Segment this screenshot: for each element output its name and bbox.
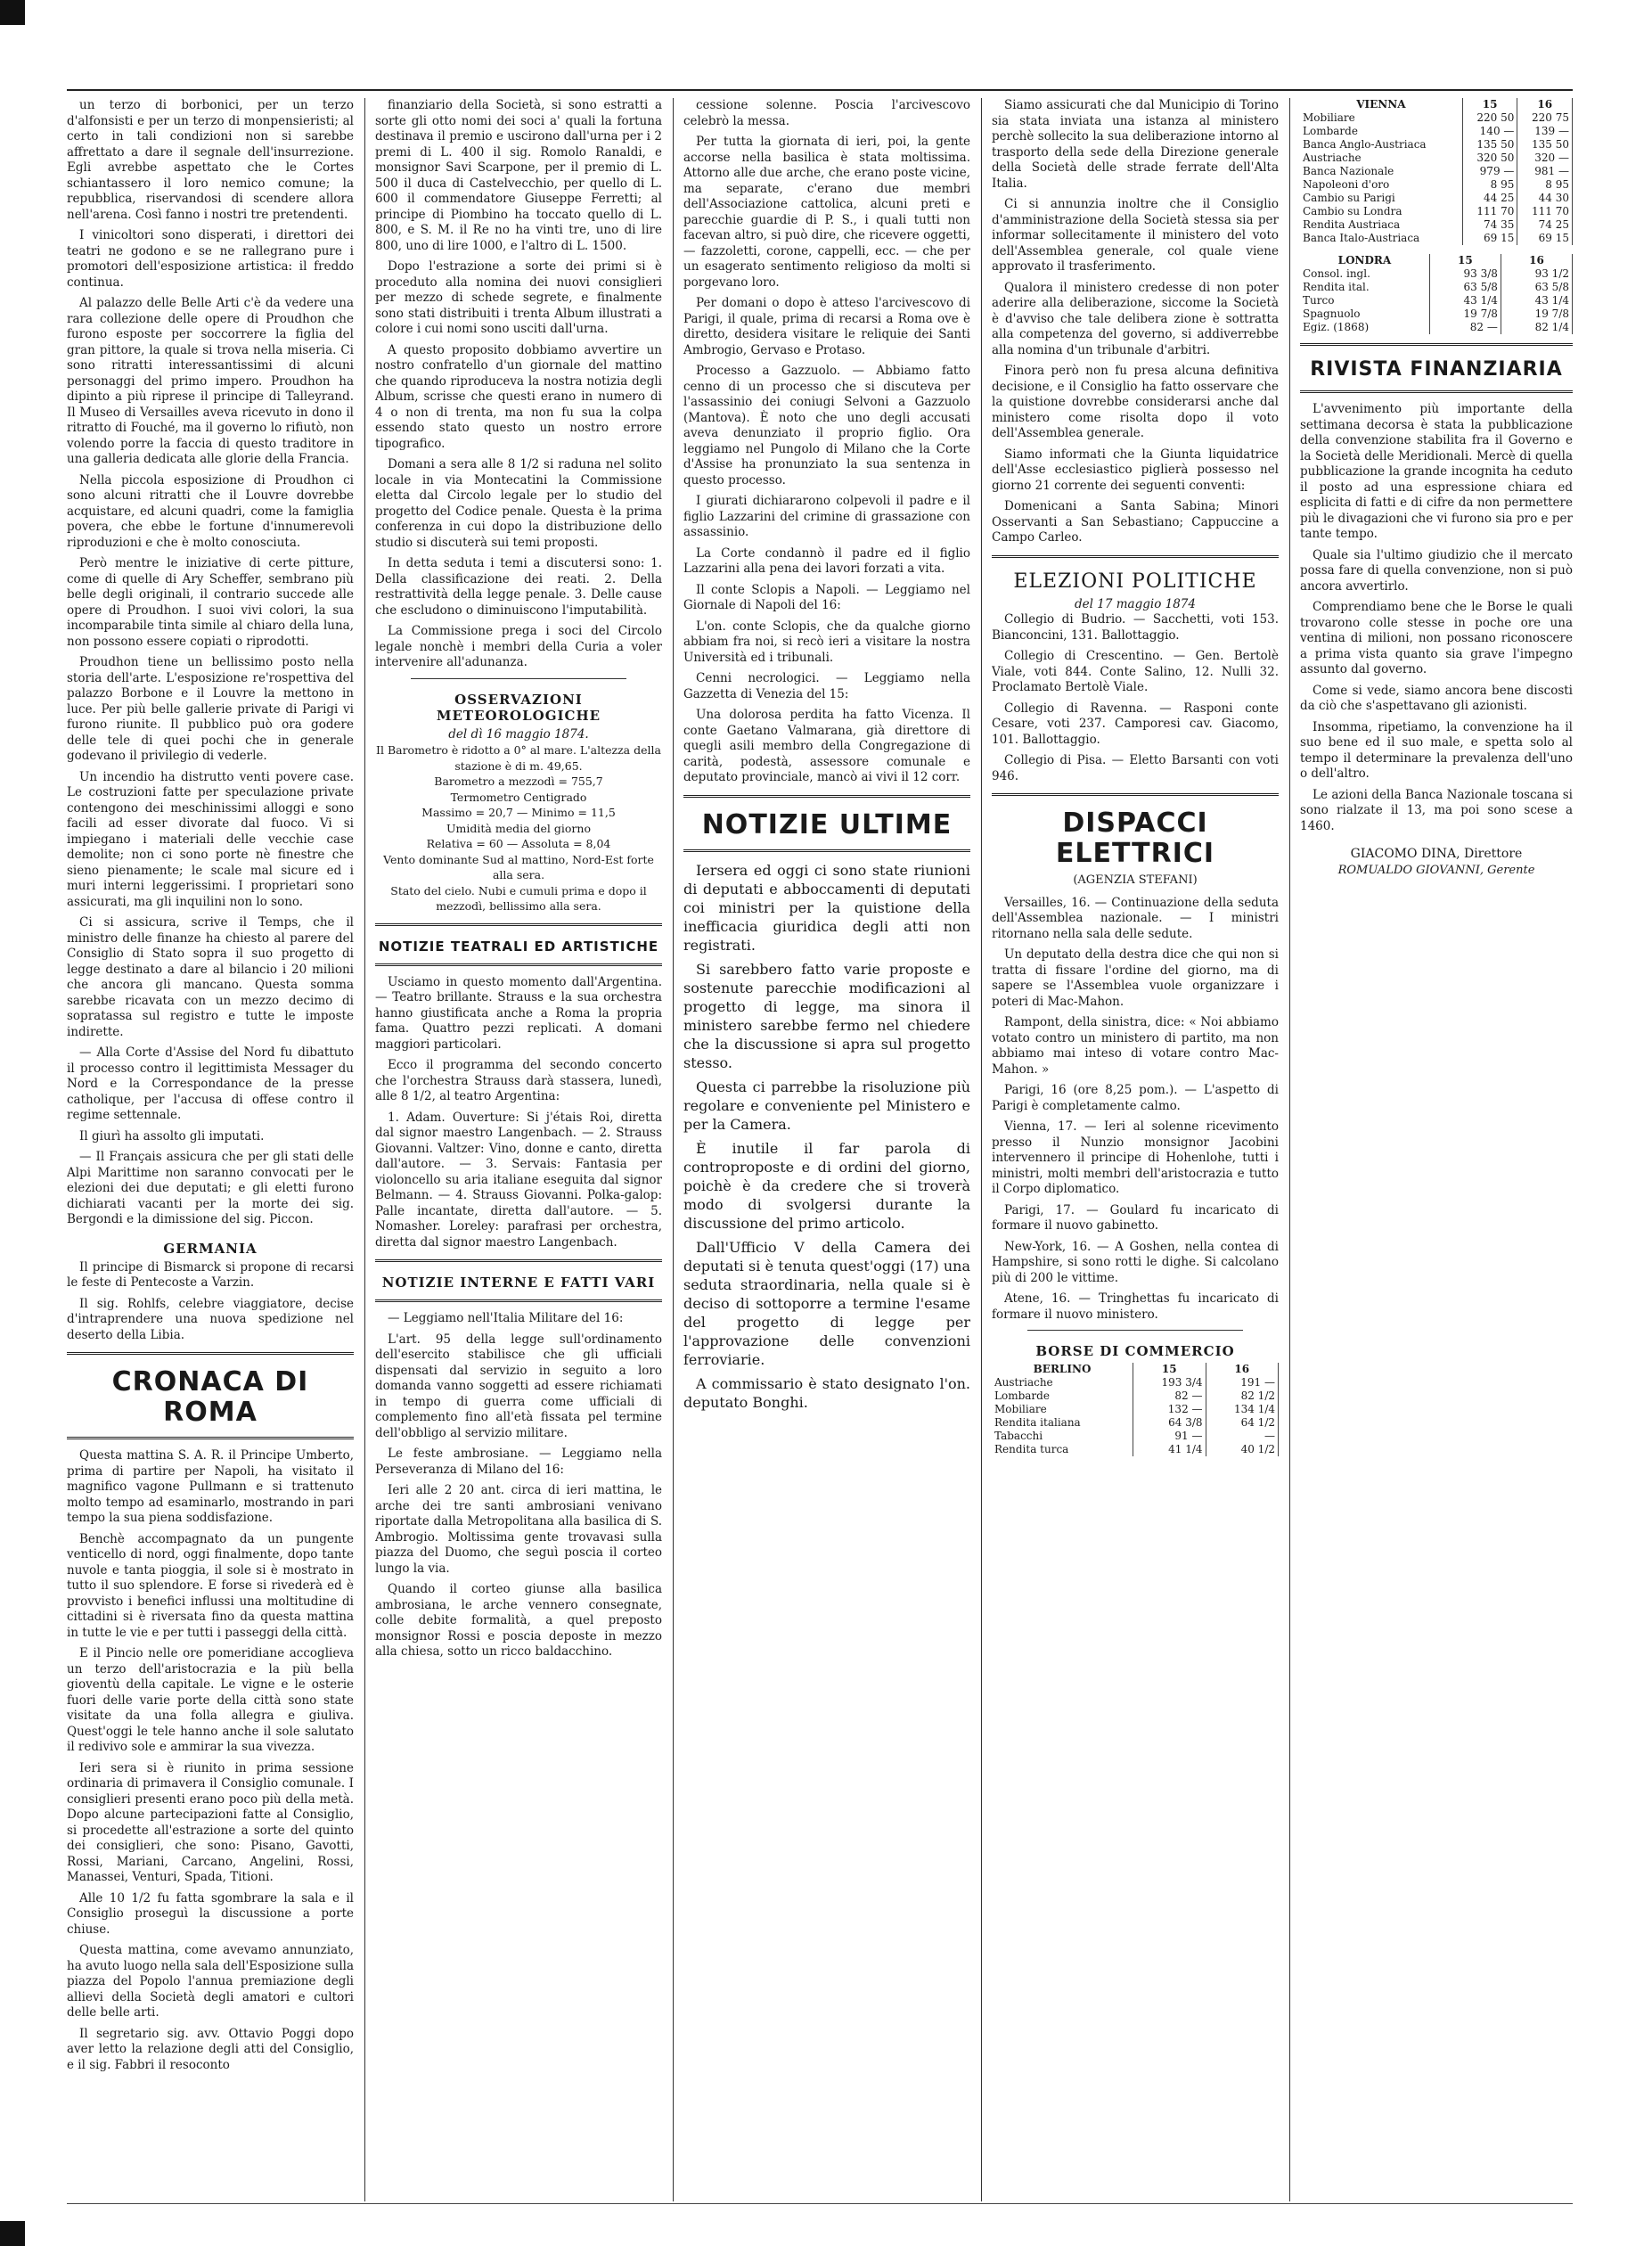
quote-cell: 320 50 [1462,152,1517,165]
quote-cell: 64 1/2 [1206,1416,1278,1430]
section-divider [1027,1330,1243,1331]
article-paragraph: Siamo informati che la Giunta liquidatrice dell'Asse ecclesiastico piglierà possesso nel giorno 21 corrente dei seguenti conventi: [992,447,1279,493]
security-name-cell: Banca Italo-Austriaca [1300,232,1462,245]
quote-cell: 981 — [1517,165,1573,178]
registration-mark-bottom-left [0,2221,25,2246]
meteo-lines [375,742,662,914]
article-paragraph: 1. Adam. Ouverture: Si j'étais Roi, diretta dal signor maestro Langenbach. — 2. Strauss Giovanni. Valtzer: Vino, donne e canto, diretta dall'autore. — 3. Servais: Fantasia per violoncello su aria italiane eseguita dal signor Belmann. — 4. Strauss Giovanni. Polka-galop: Palle incantate, diretta dall'autore. — 5. Nomasher. Loreley: parafrasi per orchestra, diretta dal signor maestro Langenbach. [375,1110,662,1250]
article-paragraph: Domenicani a Santa Sabina; Minori Osservanti a San Sebastiano; Cappuccine a Campo Carleo. [992,499,1279,545]
security-name-cell: Rendita italiana [992,1416,1133,1430]
quote-cell: 8 95 [1462,178,1517,192]
col3-paragraphs [683,98,970,786]
quote-cell: 43 1/4 [1501,294,1572,307]
security-name-cell: Consol. ingl. [1300,267,1429,281]
table-header-cell: 15 [1133,1363,1206,1376]
article-paragraph: Iersera ed oggi ci sono state riunioni di deputati e abboccamenti di deputati coi ministri per la quistione della inefficacia giuridica degli atti non registrati. [683,861,970,954]
column-2 [375,98,662,2201]
security-name-cell: Mobiliare [992,1403,1133,1416]
article-paragraph: Dall'Ufficio V della Camera dei deputati si è tenuta quest'oggi (17) una seduta straordinaria, nella quale si è deciso di sottoporre a termine l'esame del progetto di legge per l'approvazione delle convenzioni ferroviarie. [683,1238,970,1368]
table-row [1300,138,1573,152]
quote-cell: 220 50 [1462,111,1517,125]
section-divider [67,1352,354,1355]
article-paragraph: Processo a Gazzuolo. — Abbiamo fatto cenno di un processo che si discuteva per l'assassinio dei coniugi Selvoni a Gazzuolo (Mantova). È noto che uno degli accusati aveva denunziato il proprio figlio. Ora leggiamo nel Pungolo di Milano che la Corte d'Assise ha pronunziato la sua sentenza in questo processo. [683,364,970,488]
quote-cell: 43 1/4 [1429,294,1501,307]
article-paragraph: Quale sia l'ultimo giudizio che il mercato possa fare di quella convenzione, non si può ancora avvertirlo. [1300,547,1573,594]
quote-cell: 74 25 [1517,218,1573,232]
table-row [1300,294,1573,307]
security-name-cell: Mobiliare [1300,111,1462,125]
article-paragraph: Parigi, 17. — Goulard fu incaricato di formare il nuovo gabinetto. [992,1202,1279,1233]
quote-cell: 193 3/4 [1133,1376,1206,1389]
article-paragraph: Dopo l'estrazione a sorte dei primi si è proceduto alla nomina dei nuovi consiglieri per mezzo di schede segrete, e finalmente sono stati distribuiti i trenta Album illustrati a colore i cui nomi sono usciti dall'urna. [375,259,662,336]
quote-cell: 82 — [1429,321,1501,334]
article-paragraph: Al palazzo delle Belle Arti c'è da vedere una rara collezione delle opere di Proudhon che furono esposte per soccorrere la figlia del gran pittore, la quale si trova nella miseria. Ci sono ritratti interessantissimi di alcuni personaggi del primo impero. Proudhon ha dipinto a più riprese il principe di Talleyrand. Il Museo di Versailles aveva ricevuto in dono il ritratto di Fouché, ma il governo lo rifiutò, non volendo porre la faccia di questo traditore in una galleria dedicata alle glorie della Francia. [67,296,354,466]
article-paragraph: Umidità media del giorno [446,821,591,835]
article-paragraph: Insomma, ripetiamo, la convenzione ha il suo bene ed il suo male, e spetta solo al tempo il determinare la prevalenza dell'uno o dell'altro. [1300,719,1573,781]
article-paragraph: Però mentre le iniziative di certe pitture, come di quelle di Ary Scheffer, sembrano più belle degli originali, il contrario succede alle opere di Proudhon. I suoi vivi colori, la sua incomparabile tinta simile al chiaro della luna, non possono essere copiati o riprodotti. [67,556,354,649]
quote-cell: 135 50 [1517,138,1573,152]
quote-cell: 111 70 [1517,205,1573,218]
article-paragraph: un terzo di borbonici, per un terzo d'alfonsisti e per un terzo di monpensieristi; al certo in tali condizioni non si sarebbe affrettato a dare il segnale dell'insurrezione. Egli avrebbe aspettato che le Cortes schiantassero il loro nemico comune; la repubblica, riservandosi di scendere allora nell'arena. Così fanno i nostri tre pretendenti. [67,98,354,222]
quote-cell: 64 3/8 [1133,1416,1206,1430]
quote-cell: 93 3/8 [1429,267,1501,281]
quote-cell: — [1206,1430,1278,1443]
quote-cell: 44 25 [1462,192,1517,205]
article-paragraph: A questo proposito dobbiamo avvertire un nostro confratello d'un giornale del mattino che quando riproduceva la nostra notizia degli Album, scrisse che questi erano in numero di 4 o non di trenta, ma non fu sua la colpa essendo stato questo un nostro errore tipografico. [375,342,662,451]
article-paragraph: finanziario della Società, si sono estratti a sorte gli otto nomi dei soci a' quali la fortuna destinava il premio e uscirono dall'urna per i 2 premi di L. 400 il sig. Romolo Ranaldi, e monsignor Savi Scarpone, per il premio di L. 500 il duca di Castelvecchio, per quello di L. 600 il commendatore Giuseppe Ferretti; al principe di Piombino ha toccato quello di L. 800, e S. M. il Re no ha vinti tre, uno di lire 800, uno di lire 1000, e l'altro di L. 1500. [375,98,662,253]
quote-cell: 69 15 [1462,232,1517,245]
section-divider [683,795,970,798]
interne-paragraphs [375,1311,662,1660]
column-1 [67,98,354,2201]
table-header-row [992,1363,1279,1376]
table-header-cell: BERLINO [992,1363,1133,1376]
article-paragraph: cessione solenne. Poscia l'arcivescovo celebrò la messa. [683,98,970,128]
column-5 [1300,98,1573,2201]
article-paragraph: I vinicoltori sono disperati, i direttori dei teatri ne godono e se ne rallegrano pure i promotori dell'esposizione artistica: il freddo continua. [67,228,354,290]
article-paragraph: Ieri alle 2 20 ant. circa di ieri mattina, le arche dei tre santi ambrosiani venivano riportate dalla Metropolitana alla basilica di S. Ambrogio. Moltissima gente trovavasi sulla piazza del Duomo, che seguì poscia il corteo lungo la via. [375,1483,662,1576]
article-paragraph: Cenni necrologici. — Leggiamo nella Gazzetta di Venezia del 15: [683,671,970,701]
table-row [1300,165,1573,178]
teatri-paragraphs [375,975,662,1251]
article-paragraph: Relativa = 60 — Assoluta = 8,04 [426,837,611,850]
quote-cell: 8 95 [1517,178,1573,192]
article-paragraph: Termometro Centigrado [450,790,587,804]
table-header-row [1300,254,1573,267]
article-paragraph: Questa mattina S. A. R. il Principe Umberto, prima di partire per Napoli, ha visitato il magnifico vagone Pullmann e si trattenuto molto tempo ad esaminarlo, mostrando in pari tempo la sua piena soddisfazione. [67,1448,354,1525]
table-row [1300,281,1573,294]
article-paragraph: Massimo = 20,7 — Minimo = 11,5 [421,806,616,819]
table-row [1300,152,1573,165]
cronaca-di-roma-heading: CRONACA DI ROMA [111,1366,309,1428]
quote-cell: 63 5/8 [1429,281,1501,294]
section-divider [992,555,1279,558]
article-paragraph: Il giurì ha assolto gli imputati. [79,1128,265,1143]
quote-cell: 93 1/2 [1501,267,1572,281]
table-row [992,1403,1279,1416]
dispacci-paragraphs [992,896,1279,1324]
article-paragraph: Ci si assicura, scrive il Temps, che il ministro delle finanze ha chiesto al parere del Consiglio di Stato sopra il suo progetto di legge destinato a dare al bilancio i 20 milioni che ancora gli mancano. Questa somma sarebbe ricavata con un mezzo decimo di sopratassa sul registro e tutte le imposte indirette. [67,915,354,1039]
cronaca-paragraphs [67,1448,354,2073]
vienna-table [1300,98,1573,245]
article-paragraph: La Commissione prega i soci del Circolo legale nonchè i membri della Curia a voler intervenire all'adunanza. [375,624,662,669]
quote-cell: 111 70 [1462,205,1517,218]
table-row [1300,307,1573,321]
col4-paragraphs [992,98,1279,546]
article-paragraph: Il Barometro è ridotto a 0° al mare. L'altezza della stazione è di m. 49,65. [376,743,661,773]
article-paragraph: Le azioni della Banca Nazionale toscana si sono rialzate il 13, ma poi sono scese a 1460. [1300,787,1573,833]
article-paragraph: Qualora il ministero credesse di non poter aderire alla deliberazione, siccome la Società è d'avviso che tale delibera zione è sottratta alla competenza del governo, si addiverrebbe alla nomina d'un tribunale d'arbitri. [992,280,1279,357]
berlino-table [992,1363,1279,1456]
section-divider [67,1437,354,1439]
article-paragraph: Il principe di Bismarck si propone di recarsi le feste di Pentecoste a Varzin. [67,1259,354,1290]
security-name-cell: Napoleoni d'oro [1300,178,1462,192]
table-header-cell: 15 [1462,98,1517,111]
article-paragraph: Atene, 16. — Tringhettas fu incaricato di formare il nuovo ministero. [992,1291,1279,1322]
section-divider [411,678,626,679]
quote-cell: 140 — [1462,125,1517,138]
article-paragraph: Vienna, 17. — Ieri al solenne ricevimento presso il Nunzio monsignor Jacobini intervennero il principe di Hohenlohe, tutti i ministri, molti membri dell'aristocrazia e tutto il Corpo diplomatico. [992,1119,1279,1196]
rivista-finanziaria-heading: RIVISTA FINANZIARIA [1310,358,1563,381]
quote-cell: 40 1/2 [1206,1443,1278,1456]
quote-cell: 82 1/4 [1501,321,1572,334]
quote-cell: 139 — [1517,125,1573,138]
article-paragraph: Benchè accompagnato da un pungente venticello di nord, oggi finalmente, dopo tante nuvole e tanta pioggia, il sole si è mostrato in tutto il suo splendore. E forse si rivederà ed è provvisto i benefici influssi una moltitudine di cittadini si è riversata fino da questa mattina in tutte le vie e per tutti i passeggi della città. [67,1531,354,1640]
article-paragraph: Finora però non fu presa alcuna definitiva decisione, e il Consiglio ha fatto osservare che la quistione dovrebbe considerarsi anche dal ministero come risolta dopo il voto dell'Assemblea generale. [992,364,1279,440]
meteo-date: del dì 16 maggio 1874. [448,726,589,742]
article-paragraph: Un incendio ha distrutto venti povere case. Le costruzioni fatte per speculazione private contengono dei meschinissimi alloggi e sono facili ad esser divorate dal fuoco. Vi si impiegano i materiali delle vecchie case demolite; non ci sono porte nè finestre che sieno pienamente; le scale mal sicure ed i muri interni leggerissimi. I proprietari sono assicurati, ma gli inquilini non lo sono. [67,769,354,909]
article-paragraph: Il sig. Rohlfs, celebre viaggiatore, decise d'intraprendere una nuova spedizione nel deserto della Libia. [67,1296,354,1342]
table-row [992,1389,1279,1403]
article-paragraph: Ci si annunzia inoltre che il Consiglio d'amministrazione della Società stessa sia per informar sollecitamente il ministero del voto dell'Assemblea generale, col quale viene approvato il trasferimento. [992,197,1279,274]
table-row [1300,321,1573,334]
interne-heading: NOTIZIE INTERNE E FATTI VARI [381,1275,656,1291]
article-paragraph: Un deputato della destra dice che qui non si tratta di fissare l'ordine del giorno, ma di sapere se l'Assemblea vuole organizzare i poteri di Mac-Mahon. [992,947,1279,1009]
table-header-cell: 16 [1206,1363,1278,1376]
article-paragraph: Versailles, 16. — Continuazione della seduta dell'Assemblea nazionale. — I ministri ritornano nella sala delle sedute. [992,895,1279,941]
article-paragraph: Collegio di Crescentino. — Gen. Bertolè Viale, voti 844. Conte Salino, 12. Nulli 32. Proclamato Bertolè Viale. [992,649,1279,694]
article-paragraph: Quando il corteo giunse alla basilica ambrosiana, le arche vennero consegnate, colle debite formalità, a quel preposto monsignor Rossi e poscia deposte in mezzo alla chiesa, sotto un ricco baldacchino. [375,1582,662,1659]
article-paragraph: I giurati dichiararono colpevoli il padre e il figlio Lazzarini del crimine di grassazione con assassinio. [683,494,970,539]
table-row [1300,111,1573,125]
column-4 [992,98,1279,2201]
article-paragraph: Ecco il programma del secondo concerto che l'orchestra Strauss darà stassera, lunedì, alle 8 1/2, al teatro Argentina: [375,1058,662,1103]
article-paragraph: E il Pincio nelle ore pomeridiane accoglieva un terzo dell'aristocrazia e la più bella gioventù della capitale. Le vigne e le osterie fuori delle varie porte della città sono state visitate da una folla allegra e giuliva. Quest'oggi le tele hanno anche il sole salutato il redivivo sole e ammirar la sua vivezza. [67,1646,354,1754]
article-paragraph: Siamo assicurati che dal Municipio di Torino sia stata inviata una istanza al ministero perchè sollecito la sua deliberazione intorno al trasporto della sede della Direzione generale della Società delle strade ferrate dell'Alta Italia. [992,98,1279,191]
ultime-paragraphs [683,861,970,1412]
security-name-cell: Lombarde [992,1389,1133,1403]
article-paragraph: In detta seduta i temi a discutersi sono: 1. Della classificazione dei reati. 2. Della restrattività della legge penale. 3. Delle cause che escludono o diminuiscono l'imputabilità. [375,556,662,618]
article-paragraph: L'on. conte Sclopis, che da qualche giorno abbiam fra noi, si recò ieri a visitare la nostra Università ed i tribunali. [683,619,970,665]
quote-cell: 91 — [1133,1430,1206,1443]
security-name-cell: Austriache [1300,152,1462,165]
quote-cell: 44 30 [1517,192,1573,205]
security-name-cell: Rendita Austriaca [1300,218,1462,232]
security-name-cell: Turco [1300,294,1429,307]
article-paragraph: Rampont, della sinistra, dice: « Noi abbiamo votato contro un ministero di partito, ma non abbiamo mai inteso di votare contro Mac-Mahon. » [992,1015,1279,1077]
elezioni-heading: ELEZIONI POLITICHE [1013,570,1257,593]
security-name-cell: Spagnuolo [1300,307,1429,321]
column-rule [673,98,674,2201]
quote-cell: 74 35 [1462,218,1517,232]
registration-mark-top-left [0,0,25,25]
quote-cell: 220 75 [1517,111,1573,125]
quote-cell: 41 1/4 [1133,1443,1206,1456]
section-divider [375,1259,662,1262]
col1-paragraphs [67,98,354,1228]
article-paragraph: Come si vede, siamo ancora bene discosti da ciò che s'aspettavano gli azionisti. [1300,683,1573,713]
column-rule [981,98,982,2201]
column-rule [364,98,365,2201]
article-paragraph: Per domani o dopo è atteso l'arcivescovo di Parigi, il quale, prima di recarsi a Roma ove è diretto, desidera visitare le reliquie dei Santi Ambrogio, Gervaso e Protaso. [683,296,970,357]
article-paragraph: Collegio di Budrio. — Sacchetti, voti 153. Bianconcini, 131. Ballottaggio. [992,612,1279,643]
column-rule [1289,98,1290,2201]
section-divider [375,1299,662,1302]
elezioni-paragraphs [992,612,1279,784]
table-header-cell: 16 [1501,254,1572,267]
article-paragraph: Questa ci parrebbe la risoluzione più regolare e conveniente pel Ministero e per la Camera. [683,1078,970,1133]
article-paragraph: Alle 10 1/2 fu fatta sgombrare la sala e il Consiglio proseguì la discussione a porte chiuse. [67,1890,354,1937]
security-name-cell: Austriache [992,1376,1133,1389]
article-paragraph: Questa mattina, come avevamo annunziato, ha avuto luogo nella sala dell'Esposizione sulla piazza del Popolo l'annua premiazione degli allievi della Società degli amatori e cultori delle belle arti. [67,1943,354,2020]
top-rule [67,89,1573,91]
germania-heading: GERMANIA [163,1240,258,1257]
article-paragraph: Nella piccola esposizione di Proudhon ci sono alcuni ritratti che il Louvre dovrebbe acquistare, ed alcuni quadri, come la famiglia povera, che ebbe le fortune d'innumerevoli riproduzioni e che è molto conosciuta. [67,472,354,550]
rivista-paragraphs [1300,402,1573,834]
table-header-cell: 15 [1429,254,1501,267]
quote-cell: 19 7/8 [1501,307,1572,321]
table-header-cell: 16 [1517,98,1573,111]
article-paragraph: Ieri sera si è riunito in prima sessione ordinaria di primavera il Consiglio comunale. I consiglieri presenti erano poco più della metà. Dopo alcune partecipazioni fatte al Consiglio, si procedette all'estrazione a sorte del quinto dei consiglieri, che sono: Pisano, Gavotti, Rossi, Mariani, Carcano, Angelini, Rossi, Manassei, Venturi, Spada, Titioni. [67,1760,354,1884]
article-paragraph: Il conte Sclopis a Napoli. — Leggiamo nel Giornale di Napoli del 16: [683,582,970,612]
quote-cell: 132 — [1133,1403,1206,1416]
article-paragraph: Si sarebbero fatto varie proposte e sostenute parecchie modificazioni al progetto di legge, ma sinora il ministero sarebbe fermo nel chiedere che la discussione si apra sul progetto stesso. [683,960,970,1071]
quote-cell: 979 — [1462,165,1517,178]
article-paragraph: Collegio di Ravenna. — Rasponi conte Cesare, voti 237. Camporesi cav. Giacomo, 101. Ballottaggio. [992,701,1279,747]
quote-cell: 19 7/8 [1429,307,1501,321]
londra-table [1300,254,1573,334]
quote-cell: 320 — [1517,152,1573,165]
article-paragraph: La Corte condannò il padre ed il figlio Lazzarini alla pena dei lavori forzati a vita. [683,545,970,576]
dispacci-heading: DISPACCI ELETTRICI [1055,807,1215,869]
article-paragraph: È inutile il far parola di controproposte e di ordini del giorno, poichè è da credere che si troverà modo di svolgersi durante la discussione del primo articolo. [683,1139,970,1232]
newspaper-page [67,98,1573,2201]
security-name-cell: Rendita turca [992,1443,1133,1456]
column-3 [683,98,970,2201]
article-paragraph: Collegio di Pisa. — Eletto Barsanti con voti 946. [992,753,1279,783]
security-name-cell: Egiz. (1868) [1300,321,1429,334]
article-paragraph: L'avvenimento più importante della settimana decorsa è stata la pubblicazione della convenzione stabilita fra il Governo e la Società delle Meridionali. Mercè di quella pubblicazione la grande incognita ha ceduto il posto ad una espressione chiara ed esplicita di fatti e di cifre da non permettere più le divagazioni che vi furono sia pro e per tante tempo. [1300,402,1573,541]
borse-heading: BORSE DI COMMERCIO [1035,1343,1235,1359]
article-paragraph: Usciamo in questo momento dall'Argentina. — Teatro brillante. Strauss e la sua orchestra hanno giustificata anche a Roma la propria fama. Quattro pezzi replicati. A domani maggiori particolari. [375,974,662,1052]
germania-paragraphs [67,1260,354,1344]
article-paragraph: Una dolorosa perdita ha fatto Vicenza. Il conte Gaetano Valmarana, già direttore di quegli asili membro della Congregazione di carità, podestà, assessore comunale e deputato provinciale, mancò ai vivi il 12 corr. [683,708,970,784]
article-paragraph: — Alla Corte d'Assise del Nord fu dibattuto il processo contro il legittimista Messager du Nord e la Correspondance de la presse catholique, per l'accusa di offese contro il regime settennale. [67,1045,354,1122]
article-paragraph: — Il Français assicura che per gli stati delle Alpi Marittime non saranno convocati per le elezioni dei due deputati; e gli eletti furono dichiarati vacanti per la morte dei sig. Bergondi e la dimissione del sig. Piccon. [67,1150,354,1226]
article-paragraph: A commissario è stato designato l'on. deputato Bonghi. [683,1374,970,1411]
quote-cell: 191 — [1206,1376,1278,1389]
article-paragraph: Vento dominante Sud al mattino, Nord-Est forte alla sera. [383,852,654,881]
section-divider [375,923,662,926]
quote-cell: 82 1/2 [1206,1389,1278,1403]
table-row [1300,232,1573,245]
manager-signature: ROMUALDO GIOVANNI, Gerente [1337,863,1535,877]
elezioni-date: del 17 maggio 1874 [1075,596,1196,611]
table-header-cell: VIENNA [1300,98,1462,111]
teatri-heading: NOTIZIE TEATRALI ED ARTISTICHE [378,938,659,955]
security-name-cell: Cambio su Londra [1300,205,1462,218]
article-paragraph: Il segretario sig. avv. Ottavio Poggi dopo aver letto la relazione degli atti del Consiglio, e il sig. Fabbri il resoconto [67,2026,354,2072]
article-paragraph: Parigi, 16 (ore 8,25 pom.). — L'aspetto di Parigi è completamente calmo. [992,1083,1279,1113]
notizie-ultime-heading: NOTIZIE ULTIME [701,808,953,840]
table-row [1300,125,1573,138]
quote-cell: 134 1/4 [1206,1403,1278,1416]
table-header-row [1300,98,1573,111]
section-divider [375,963,662,966]
article-paragraph: — Leggiamo nell'Italia Militare del 16: [388,1311,624,1325]
article-paragraph: Comprendiamo bene che le Borse le quali trovarono colle stesse in poche ore una ventina di milioni, non possano riconoscere a prima vista quanto sia grave l'impegno assunto dal governo. [1300,600,1573,676]
dispacci-subheading: (AGENZIA STEFANI) [1073,873,1198,887]
quote-cell: 69 15 [1517,232,1573,245]
table-row [992,1416,1279,1430]
table-row [992,1443,1279,1456]
article-paragraph: Domani a sera alle 8 1/2 si raduna nel solito locale in via Montecatini la Commissione eletta dal Circolo legale per lo studio del progetto del Codice penale. Questa è la prima conferenza in cui dopo la distribuzione dello studio si discuterà sui temi proposti. [375,457,662,550]
section-divider [683,849,970,852]
table-row [992,1376,1279,1389]
col2-paragraphs [375,98,662,671]
security-name-cell: Rendita ital. [1300,281,1429,294]
quote-cell: 63 5/8 [1501,281,1572,294]
bottom-rule [67,2203,1573,2204]
table-row [1300,218,1573,232]
meteo-heading: OSSERVAZIONI METEOROLOGICHE [436,691,601,724]
table-header-cell: LONDRA [1300,254,1429,267]
table-row [1300,178,1573,192]
security-name-cell: Lombarde [1300,125,1462,138]
table-row [1300,205,1573,218]
security-name-cell: Banca Anglo-Austriaca [1300,138,1462,152]
table-row [1300,267,1573,281]
security-name-cell: Tabacchi [992,1430,1133,1443]
section-divider [1300,390,1573,393]
quote-cell: 135 50 [1462,138,1517,152]
table-row [992,1430,1279,1443]
security-name-cell: Cambio su Parigi [1300,192,1462,205]
article-paragraph: New-York, 16. — A Goshen, nella contea di Hampshire, si sono rotti le dighe. Si calcolano più di 200 le vittime. [992,1239,1279,1285]
section-divider [1300,343,1573,346]
article-paragraph: L'art. 95 della legge sull'ordinamento dell'esercito stabilisce che gli ufficiali dispensati dal servizio in seguito a loro domanda vanno soggetti ad essere richiamati in tempo di guerra come ufficiali di complemento fino all'età fissata pel termine dell'obbligo al servizio militare. [375,1332,662,1440]
article-paragraph: Barometro a mezzodì = 755,7 [434,775,603,788]
table-row [1300,192,1573,205]
article-paragraph: Proudhon tiene un bellissimo posto nella storia dell'arte. L'esposizione re'rospettiva del palazzo Borbone e il Louvre la mettono in luce. Per più belle gallerie private di Parigi vi furono riunite. Il pubblico può ora godere delle tele di quei pochi che in generale godevano il privilegio di vederle. [67,655,354,763]
article-paragraph: Per tutta la giornata di ieri, poi, la gente accorse nella basilica è stata moltissima. Attorno alle due arche, che erano poste vicine, ma separate, c'erano due membri dell'Associazione cattolica, alcuni preti e parecchie guardie di P. S., i quali tutti non facevan altro, si può dire, che ricevere oggetti, — fazzoletti, corone, cappelli, ecc. — che per un esagerato sentimento religioso da molti si porgevano loro. [683,135,970,290]
director-signature: GIACOMO DINA, Direttore [1350,847,1523,861]
security-name-cell: Banca Nazionale [1300,165,1462,178]
article-paragraph: Le feste ambrosiane. — Leggiamo nella Perseveranza di Milano del 16: [375,1447,662,1477]
section-divider [992,793,1279,796]
article-paragraph: Stato del cielo. Nubi e cumuli prima e dopo il mezzodì, bellissimo alla sera. [390,883,647,913]
quote-cell: 82 — [1133,1389,1206,1403]
